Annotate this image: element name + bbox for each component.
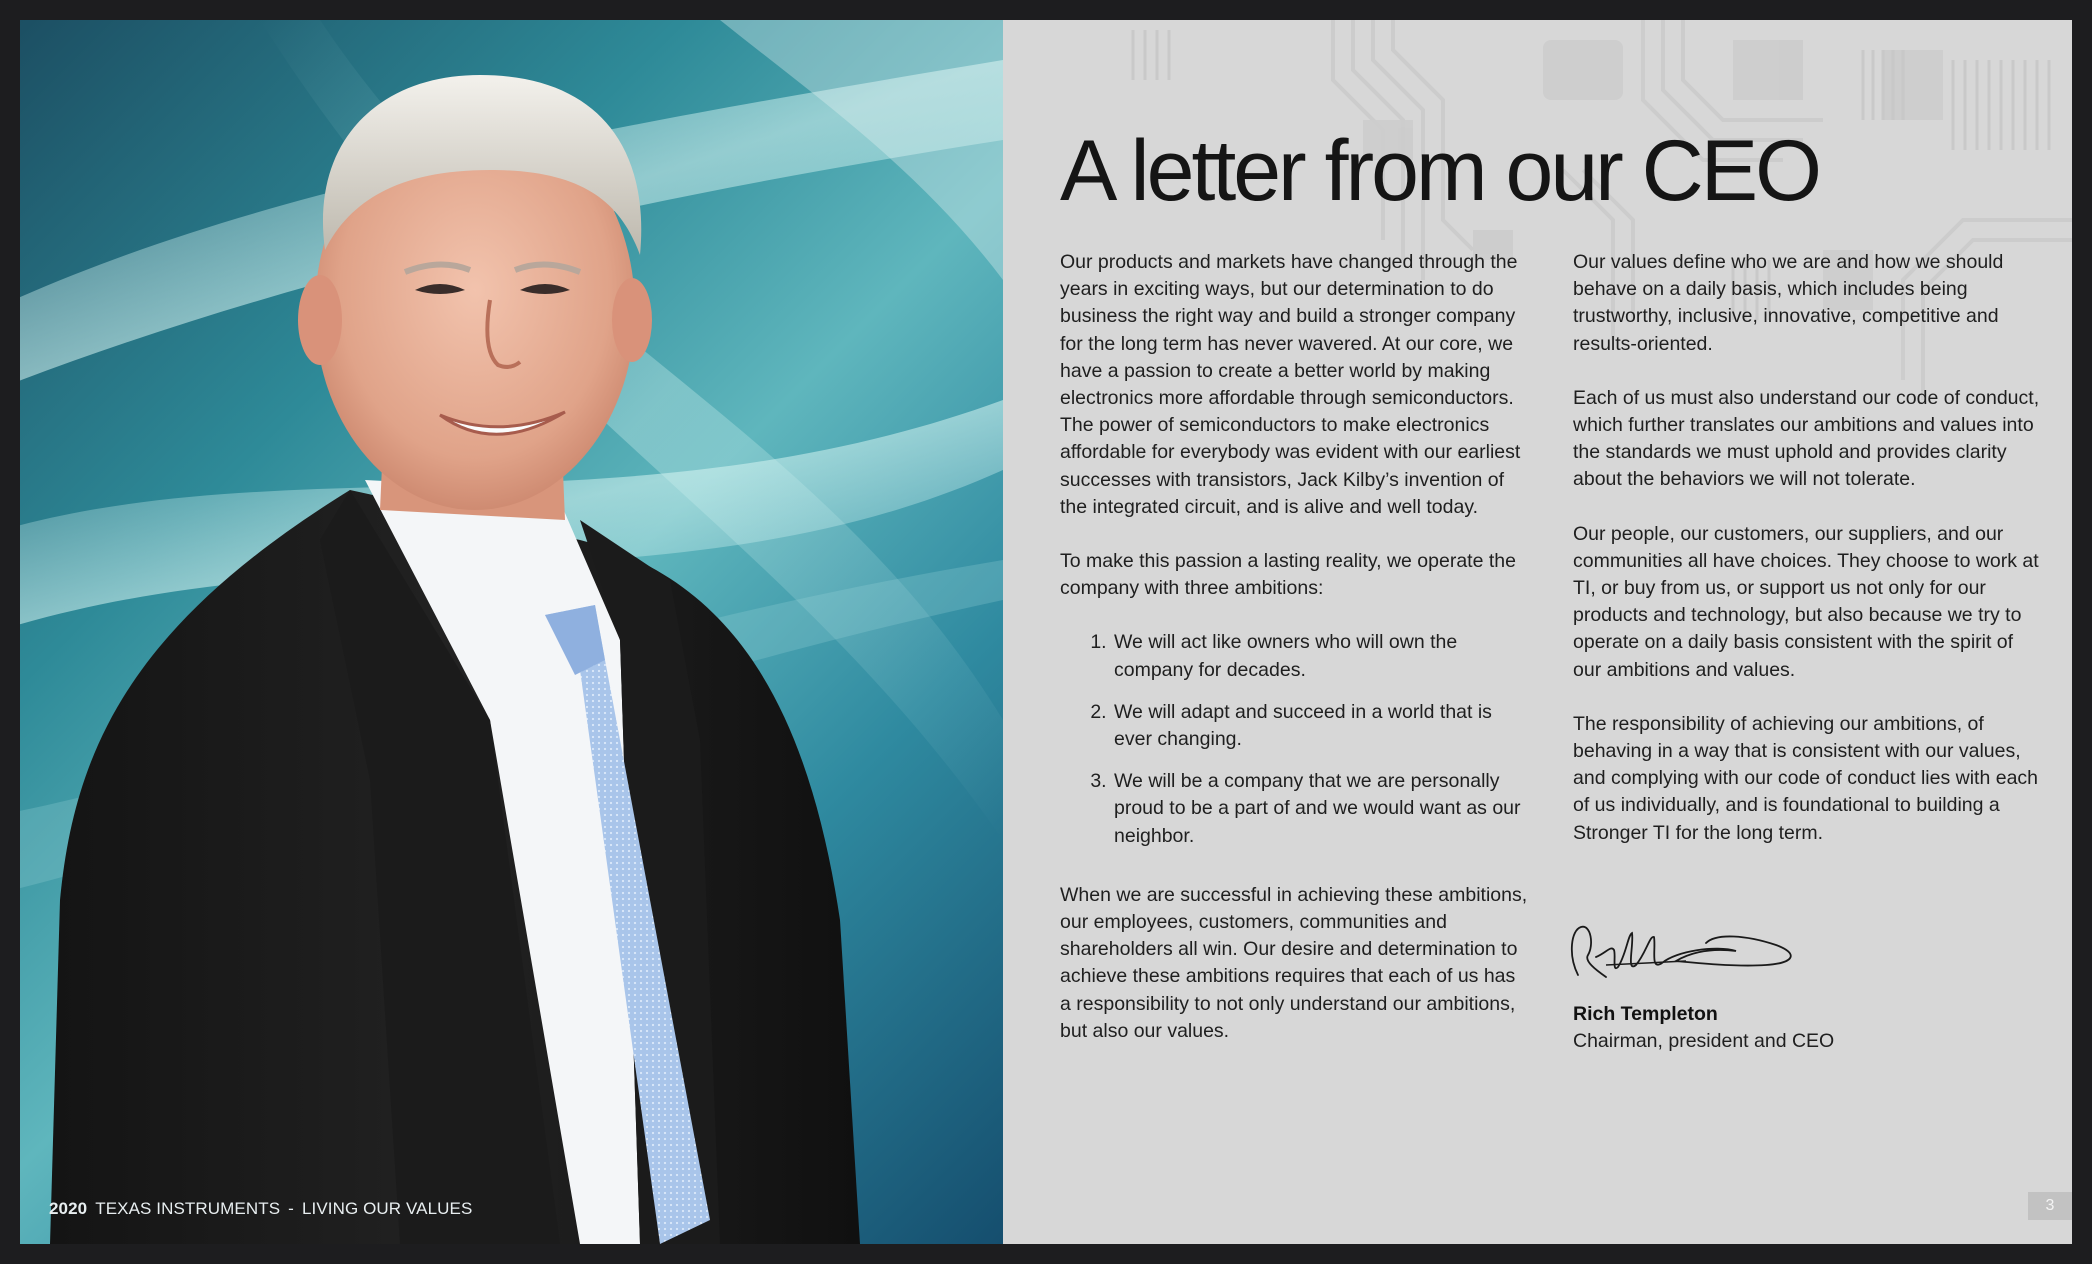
page-title: A letter from our CEO bbox=[1060, 123, 1820, 219]
letter-paragraph: When we are successful in achieving these ambitions, our employees, customers, communities and shareholders all win. Our desire and determination to achieve these ambitions requires that each of us has a responsibility to not only understand our ambitions, but also our values. bbox=[1060, 883, 1528, 1042]
footer-left bbox=[49, 1199, 472, 1219]
letter-paragraph: The responsibility of achieving our ambitions, of behaving in a way that is consistent with our values, and complying with our code of conduct lies with each of us individually, and is foundational to building a Stronger TI for the long term. bbox=[1573, 712, 2039, 844]
document-spread bbox=[20, 20, 2072, 1244]
footer-company: TEXAS INSTRUMENTS bbox=[95, 1199, 281, 1218]
footer-separator: - bbox=[288, 1199, 294, 1218]
ambition-item: 1. We will act like owners who will own the company for decades. bbox=[1112, 629, 1530, 683]
letter-paragraph: Each of us must also understand our code of conduct, which further translates our ambitions and values into the standards we must uphold and provides clarity about the behaviors we will not tolerate. bbox=[1573, 386, 2040, 491]
letter-paragraph: Our people, our customers, our suppliers, and our communities all have choices. They choose to work at TI, or buy from us, or support us not only for our products and technology, but also because we try to operate on a daily basis consistent with the spirit of our ambitions and values. bbox=[1573, 522, 2039, 681]
letter-paragraph: Our products and markets have changed through the years in exciting ways, but our determination to do business the right way and build a stronger company for the long term has never wavered. At our core, we have a passion to create a better world by making electronics more affordable through semiconductors. The power of semiconductors to make electronics affordable for everybody was evident with our earliest successes with transistors, Jack Kilby’s invention of the integrated circuit, and is alive and well today. bbox=[1060, 251, 1521, 518]
signatory-title: Chairman, president and CEO bbox=[1573, 1030, 1835, 1052]
footer-section: LIVING OUR VALUES bbox=[301, 1199, 473, 1218]
page-number: 3 bbox=[2028, 1192, 2072, 1220]
ambition-item: 2. We will adapt and succeed in a world that is ever changing. bbox=[1112, 699, 1530, 753]
signatory-name: Rich Templeton bbox=[1573, 1003, 1718, 1025]
letter-paragraph: To make this passion a lasting reality, we operate the company with three ambitions: bbox=[1060, 550, 1516, 600]
text-panel bbox=[1003, 20, 2072, 1244]
letter-right-column bbox=[1573, 249, 2043, 874]
photo-panel bbox=[20, 20, 1003, 1244]
ambition-item: 3. We will be a company that we are personally proud to be a part of and we would want as our neighbor. bbox=[1112, 768, 1530, 850]
letter-left-column bbox=[1060, 249, 1530, 1072]
footer-year: 2020 bbox=[49, 1199, 88, 1218]
ceo-portrait bbox=[20, 20, 1003, 1244]
ambitions-list bbox=[1060, 629, 1530, 849]
signature-mark bbox=[1566, 915, 1806, 995]
letter-paragraph: Our values define who we are and how we should behave on a daily basis, which includes being trustworthy, inclusive, innovative, competitive and results-oriented. bbox=[1573, 251, 2004, 355]
